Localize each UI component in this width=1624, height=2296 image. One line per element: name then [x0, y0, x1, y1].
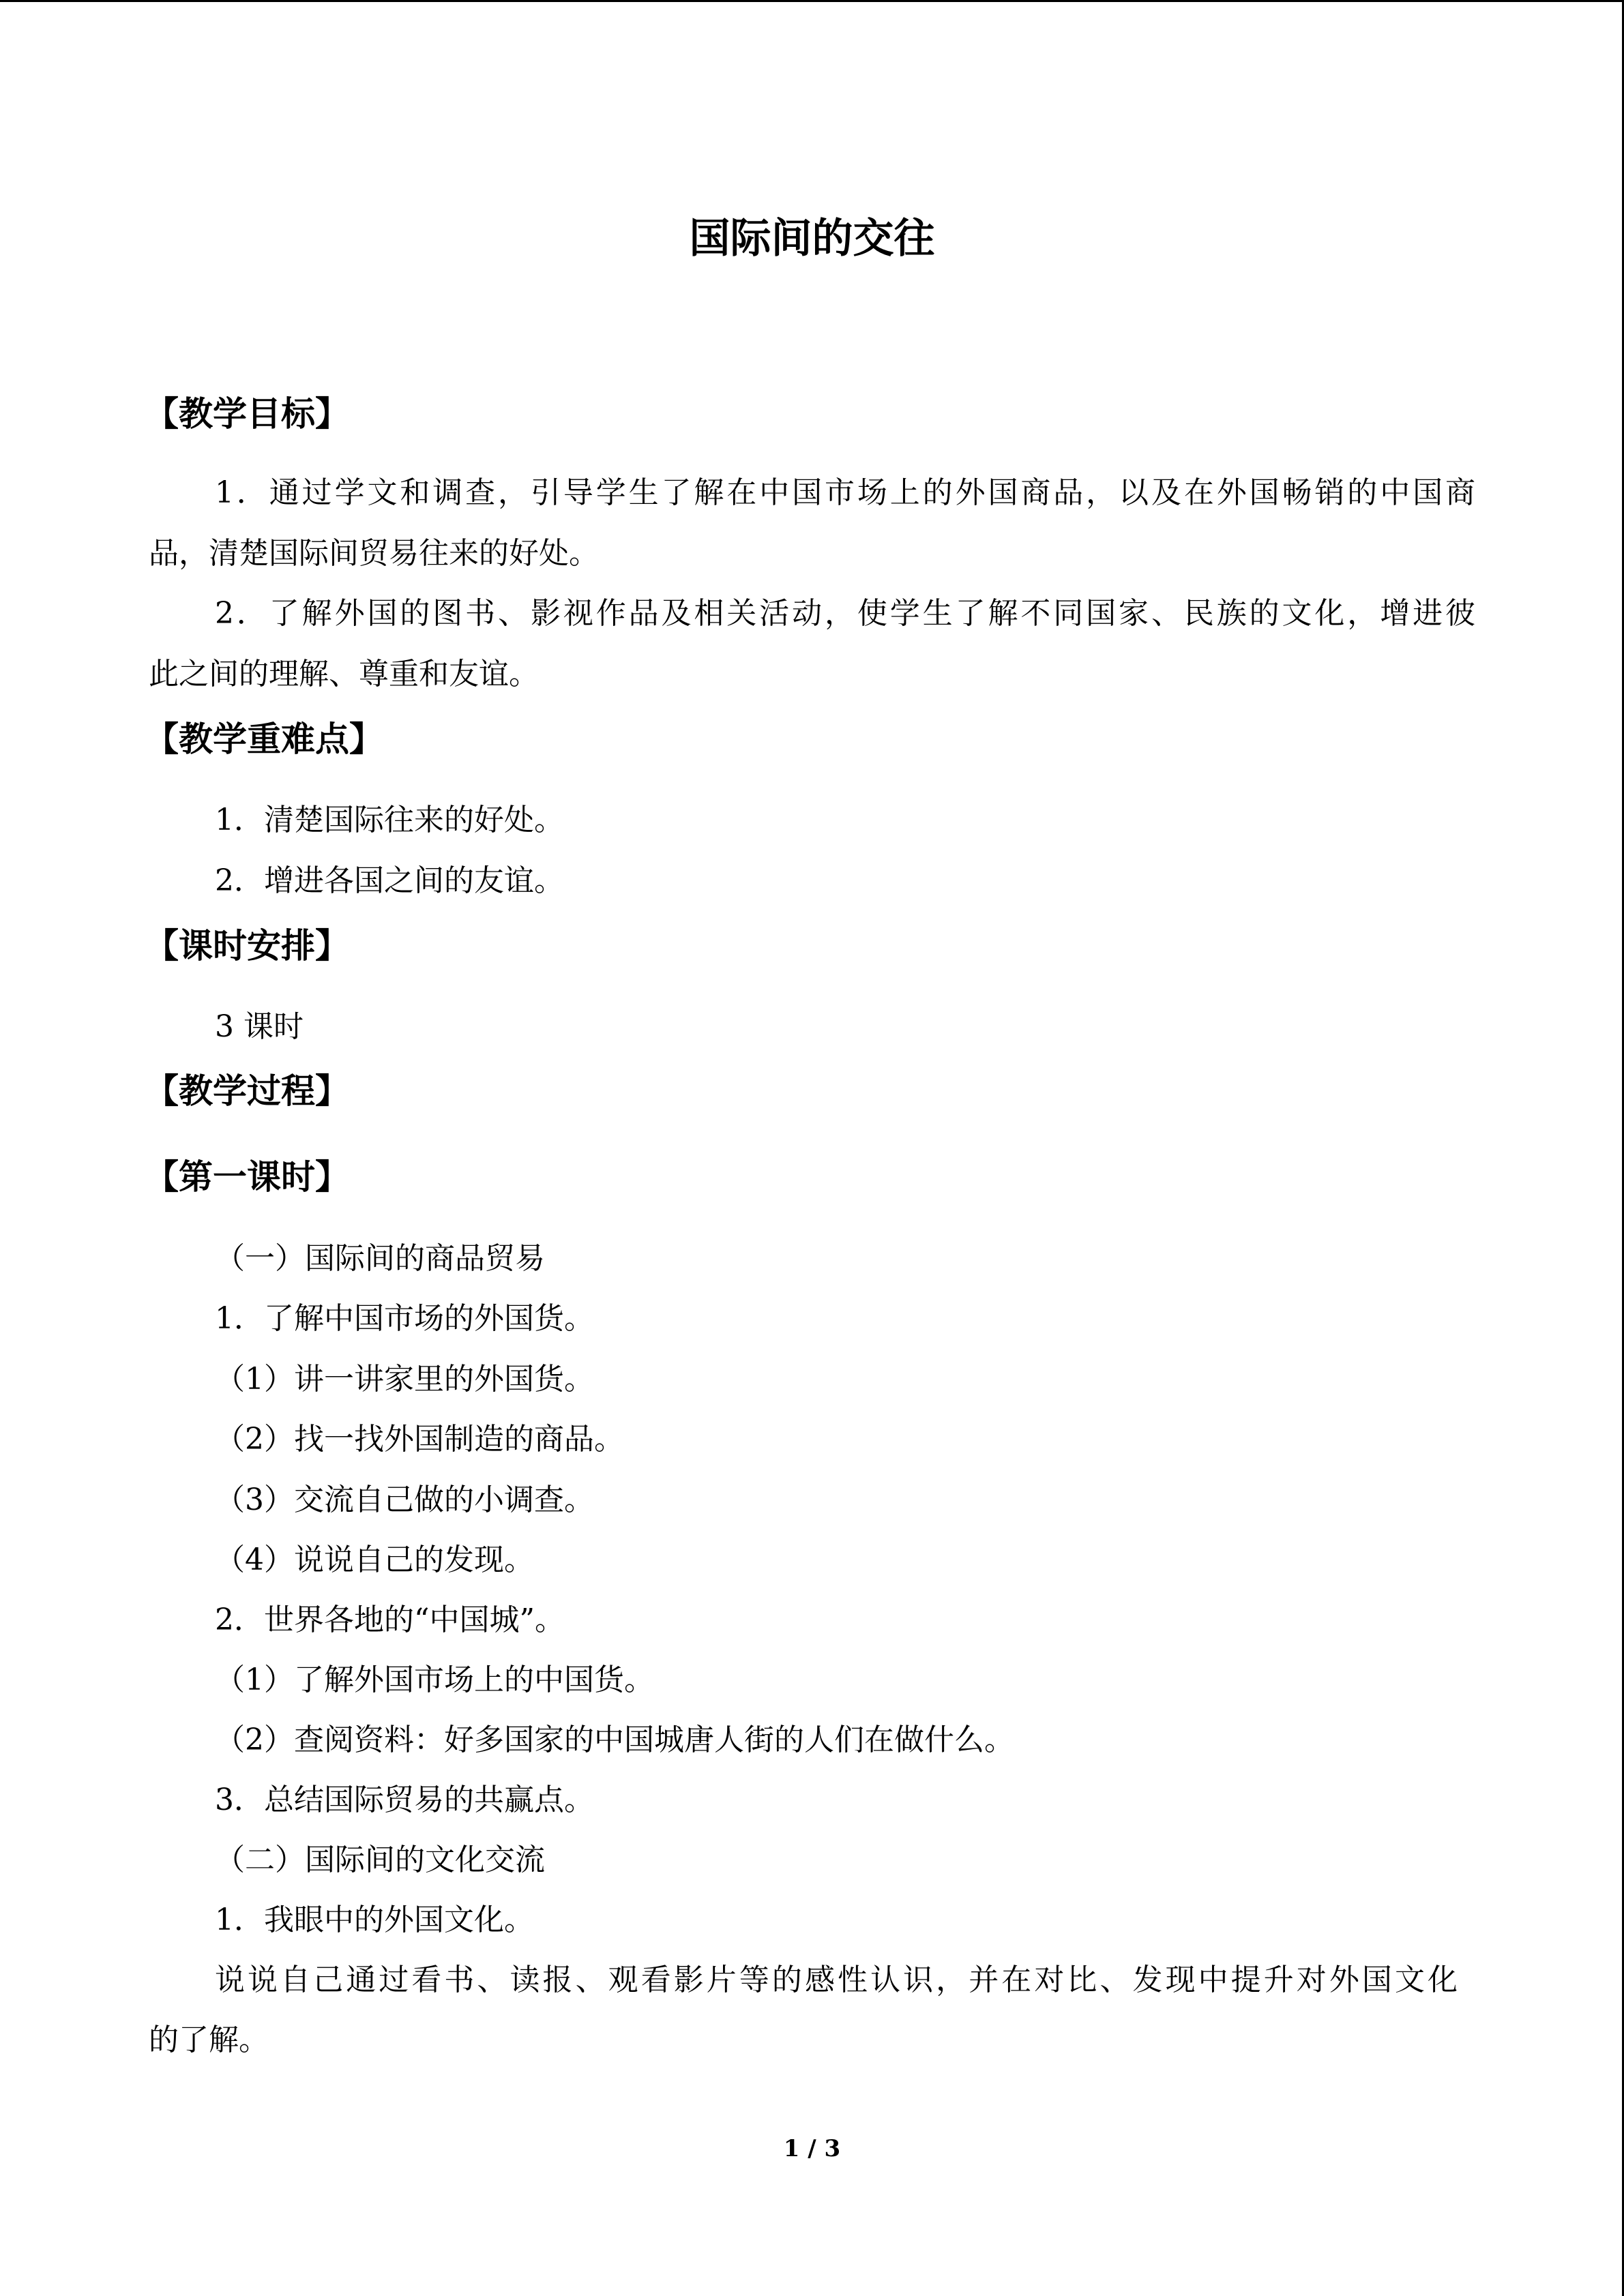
- lesson-line: （2）查阅资料：好多国家的中国城唐人街的人们在做什么。: [215, 1723, 1014, 1757]
- lesson-line: （一）国际间的商品贸易: [215, 1241, 545, 1276]
- heading-schedule: 【课时安排】: [145, 926, 349, 966]
- page-border-top: [0, 0, 1624, 2]
- objective-2-line-2: 此之间的理解、尊重和友谊。: [149, 657, 539, 691]
- lesson-line: （1）了解外国市场上的中国货。: [215, 1663, 654, 1697]
- page-number: 1 / 3: [783, 2135, 841, 2162]
- lesson-line: 1．我眼中的外国文化。: [215, 1903, 534, 1937]
- lesson-paragraph-line-2: 的了解。: [149, 2023, 269, 2057]
- heading-lesson-1: 【第一课时】: [145, 1157, 349, 1197]
- objective-2-line-1: 2．了解外国的图书、影视作品及相关活动，使学生了解不同国家、民族的文化，增进彼: [215, 596, 1475, 631]
- lesson-line: （4）说说自己的发现。: [215, 1542, 534, 1577]
- document-title: 国际间的交往: [689, 215, 935, 263]
- lesson-line: （2）找一找外国制造的商品。: [215, 1422, 624, 1457]
- lesson-line: 3．总结国际贸易的共赢点。: [215, 1783, 594, 1817]
- lesson-line: （3）交流自己做的小调查。: [215, 1482, 594, 1517]
- lesson-line: 2．世界各地的“中国城”。: [215, 1602, 565, 1637]
- heading-teaching-objectives: 【教学目标】: [145, 394, 349, 434]
- heading-teaching-process: 【教学过程】: [145, 1071, 349, 1111]
- lesson-line: 1．了解中国市场的外国货。: [215, 1301, 594, 1336]
- heading-key-points: 【教学重难点】: [145, 719, 383, 759]
- lesson-line: （1）讲一讲家里的外国货。: [215, 1362, 594, 1397]
- lesson-paragraph-line-1: 说说自己通过看书、读报、观看影片等的感性认识，并在对比、发现中提升对外国文化: [215, 1963, 1458, 1997]
- key-point-1: 1．清楚国际往来的好处。: [215, 803, 564, 837]
- objective-1-line-2: 品，清楚国际间贸易往来的好处。: [149, 536, 599, 571]
- lesson-line: （二）国际间的文化交流: [215, 1843, 545, 1877]
- schedule-text: 3 课时: [215, 1009, 304, 1044]
- key-point-2: 2．增进各国之间的友谊。: [215, 863, 564, 898]
- objective-1-line-1: 1．通过学文和调查，引导学生了解在中国市场上的外国商品，以及在外国畅销的中国商: [215, 475, 1475, 510]
